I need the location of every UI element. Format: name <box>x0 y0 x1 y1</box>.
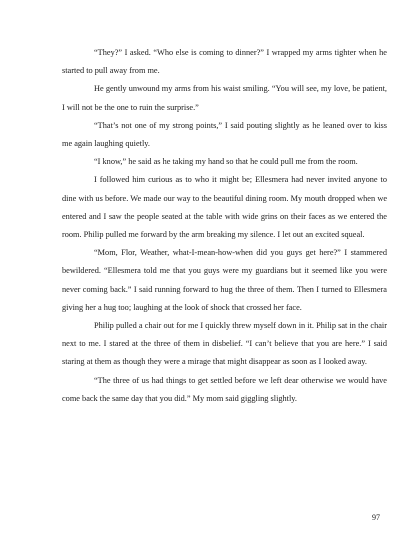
page-body <box>62 44 387 408</box>
paragraph: I followed him curious as to who it might be; Ellesmera had never invited anyone to dine with us before. We made our way to the beautiful dining room. My mouth dropped when we entered and I saw the people seated at the table with wide grins on their faces as we entered the room. Philip pulled me forward by the arm breaking my silence. I let out an excited squeal. <box>62 175 387 240</box>
paragraph: Philip pulled a chair out for me I quickly threw myself down in it. Philip sat in the chair next to me. I stared at the three of them in disbelief. “I can’t believe that you are here.” I said staring at them as though they were a mirage that might disappear as soon as I looked away. <box>62 321 387 367</box>
paragraph: “The three of us had things to get settled before we left dear otherwise we would have come back the same day that you did.” My mom said giggling slightly. <box>62 375 387 403</box>
page-number: 97 <box>372 513 380 522</box>
paragraph: “They?” I asked. “Who else is coming to dinner?” I wrapped my arms tighter when he started to pull away from me. <box>62 48 387 76</box>
paragraph: He gently unwound my arms from his waist smiling. “You will see, my love, be patient, I will not be the one to ruin the surprise.” <box>62 84 387 112</box>
paragraph: “That’s not one of my strong points,” I said pouting slightly as he leaned over to kiss me again laughing quietly. <box>62 120 387 149</box>
paragraph: “Mom, Flor, Weather, what-I-mean-how-when did you guys get here?” I stammered bewildered. “Ellesmera told me that you guys were my guardians but it seemed like you were never coming back.” I said running forward to hug the three of them. Then I turned to Ellesmera giving her a hug too; laughing at the look of shock that crossed her face. <box>62 248 387 312</box>
paragraph: “I know,” he said as he taking my hand so that he could pull me from the room. <box>94 157 358 167</box>
